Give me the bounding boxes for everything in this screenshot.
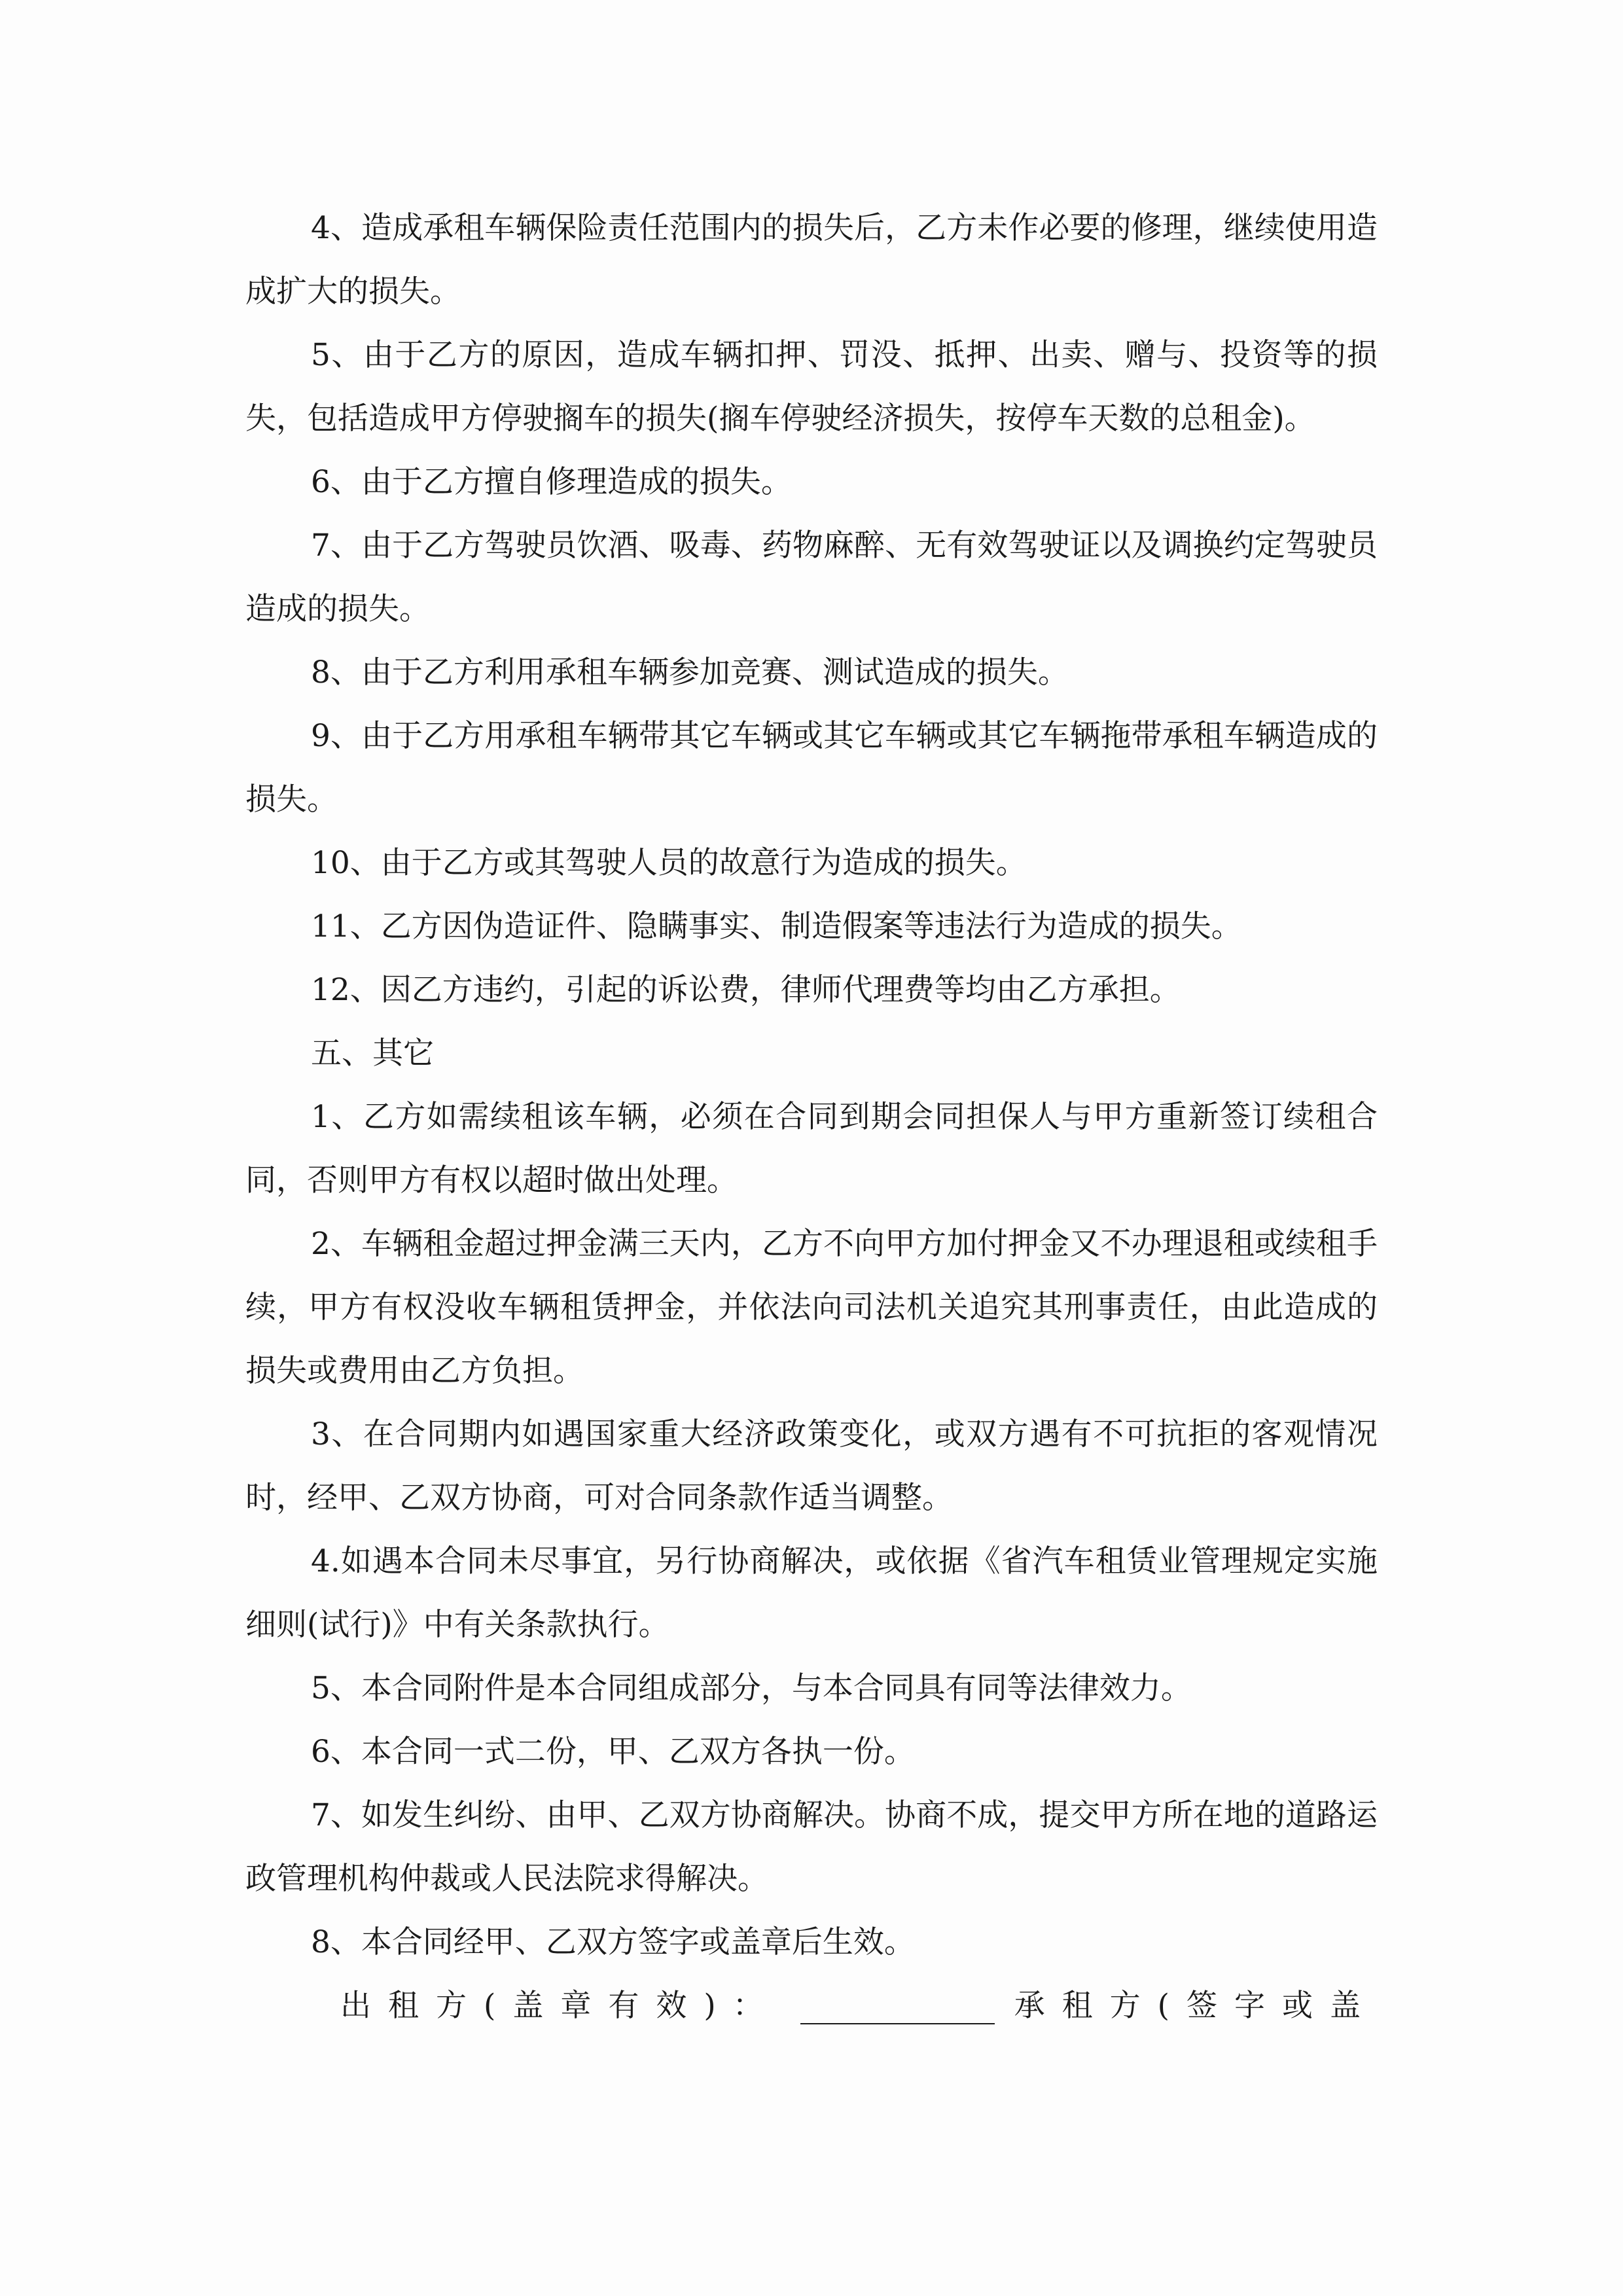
clause-10-intentional-acts: 10、由于乙方或其驾驶人员的故意行为造成的损失。 xyxy=(311,845,1027,881)
clause-9-towing: 9、由于乙方用承租车辆带其它车辆或其它车辆或其它车辆拖带承租车辆造成的损失。 xyxy=(245,718,1378,817)
clause-12-litigation-costs: 12、因乙方违约，引起的诉讼费，律师代理费等均由乙方承担。 xyxy=(311,972,1181,1008)
other-clause-6-copies: 6、本合同一式二份，甲、乙双方各执一份。 xyxy=(311,1734,915,1770)
section-heading-other: 五、其它 xyxy=(311,1035,434,1071)
other-clause-4-unresolved-matters: 4.如遇本合同未尽事宜，另行协商解决，或依据《省汽车租赁业管理规定实施细则(试行)》中有关条款执行。 xyxy=(245,1543,1378,1643)
clause-4-insurance-loss: 4、造成承租车辆保险责任范围内的损失后，乙方未作必要的修理，继续使用造成扩大的损失。 xyxy=(245,210,1378,310)
clause-6-unauthorized-repair: 6、由于乙方擅自修理造成的损失。 xyxy=(311,464,792,500)
clause-7-driver-misconduct: 7、由于乙方驾驶员饮酒、吸毒、药物麻醉、无有效驾驶证以及调换约定驾驶员造成的损失。 xyxy=(245,528,1378,627)
lessor-signature-label: 出租方(盖章有效)： xyxy=(340,1988,781,2024)
signature-row xyxy=(340,1974,1378,2037)
lessor-signature-line[interactable] xyxy=(800,2003,995,2024)
other-clause-3-policy-change: 3、在合同期内如遇国家重大经济政策变化，或双方遇有不可抗拒的客观情况时，经甲、乙双方协商，可对合同条款作适当调整。 xyxy=(245,1416,1378,1516)
clause-5-detention-loss: 5、由于乙方的原因，造成车辆扣押、罚没、抵押、出卖、赠与、投资等的损失，包括造成甲方停驶搁车的损失(搁车停驶经济损失，按停车天数的总租金)。 xyxy=(245,337,1378,437)
other-clause-1-renewal: 1、乙方如需续租该车辆，必须在合同到期会同担保人与甲方重新签订续租合同，否则甲方有权以超时做出处理。 xyxy=(245,1099,1378,1198)
contract-body xyxy=(245,196,1378,2037)
other-clause-7-disputes: 7、如发生纠纷、由甲、乙双方协商解决。协商不成，提交甲方所在地的道路运政管理机构仲裁或人民法院求得解决。 xyxy=(245,1797,1378,1897)
clause-8-racing-testing: 8、由于乙方利用承租车辆参加竞赛、测试造成的损失。 xyxy=(311,655,1069,691)
clause-11-forgery: 11、乙方因伪造证件、隐瞒事实、制造假案等违法行为造成的损失。 xyxy=(311,908,1242,944)
lessee-signature-label: 承租方(签字或盖 xyxy=(1014,1988,1378,2024)
other-clause-8-effectiveness: 8、本合同经甲、乙双方签字或盖章后生效。 xyxy=(311,1924,915,1960)
other-clause-5-attachments: 5、本合同附件是本合同组成部分，与本合同具有同等法律效力。 xyxy=(311,1670,1192,1706)
other-clause-2-deposit: 2、车辆租金超过押金满三天内，乙方不向甲方加付押金又不办理退租或续租手续，甲方有权没收车辆租赁押金，并依法向司法机关追究其刑事责任，由此造成的损失或费用由乙方负担。 xyxy=(245,1226,1378,1389)
